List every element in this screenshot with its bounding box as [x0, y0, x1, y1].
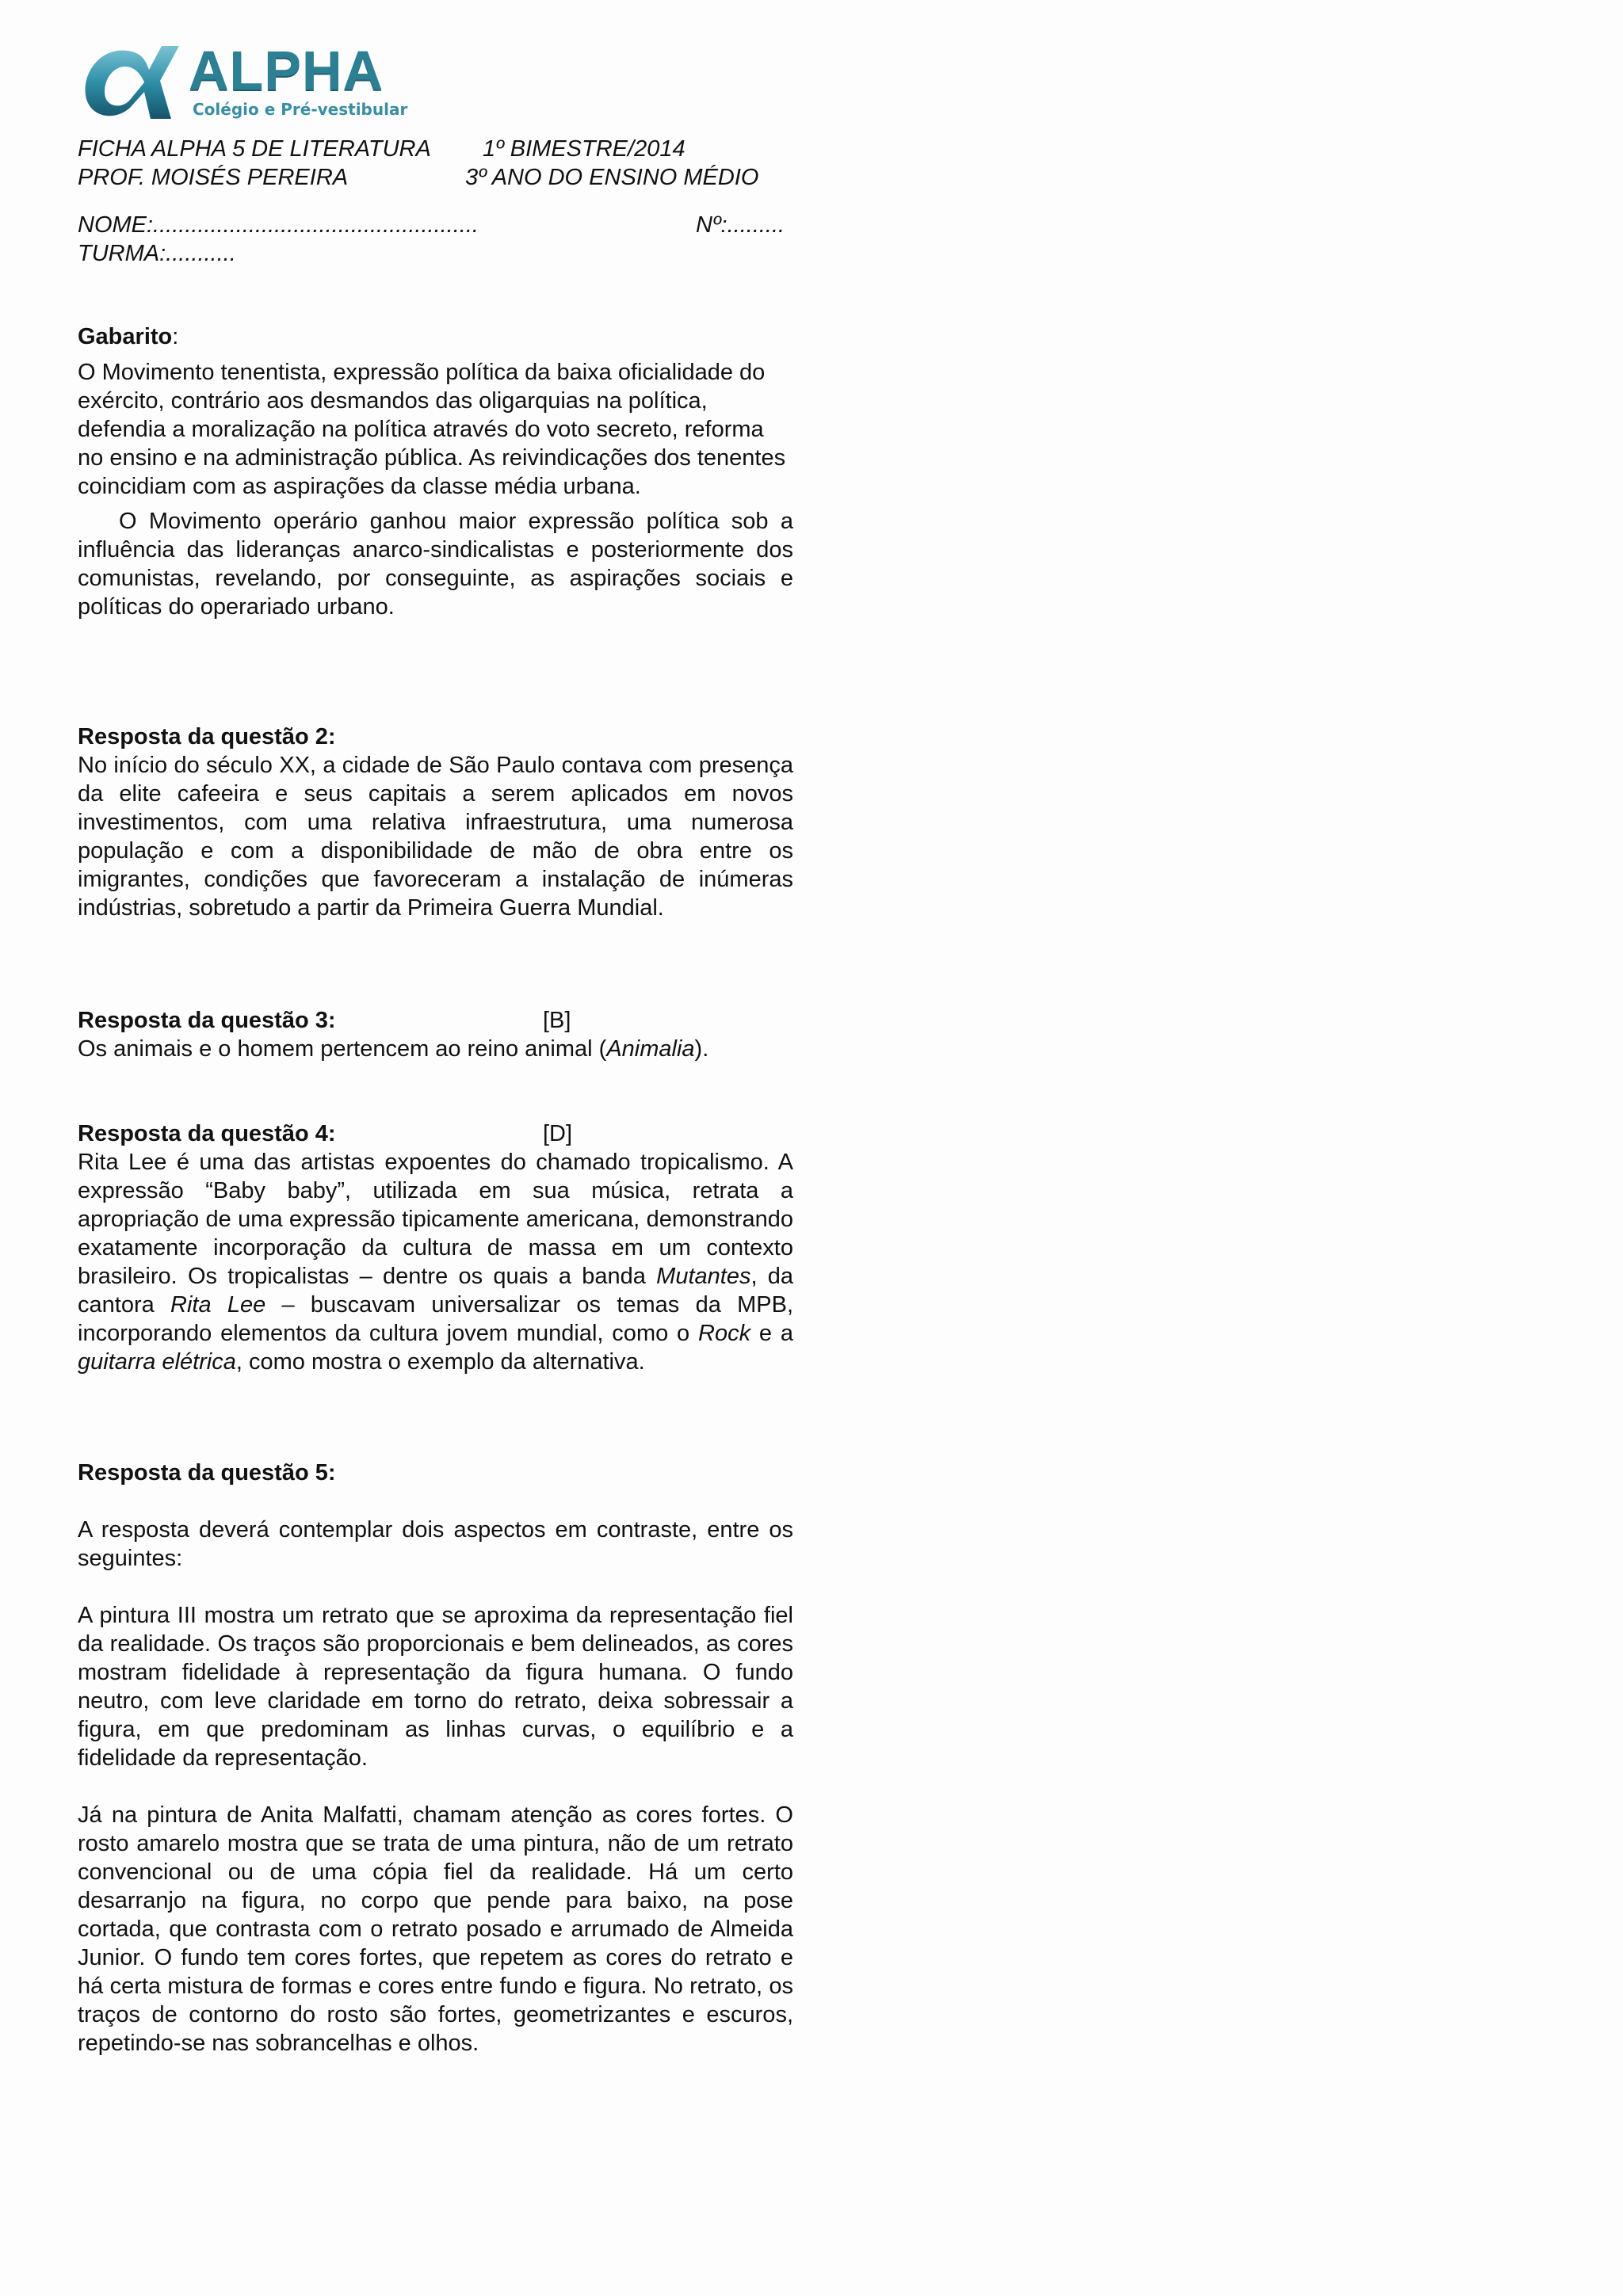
gabarito-paragraph-2: O Movimento operário ganhou maior expressão política sob a influência das lideranças anarco-sindicalistas e posteriormente dos comunistas, revelando, por conseguinte, as aspirações sociais e políticas do operariado urbano.: [78, 509, 793, 620]
school-logo: [78, 40, 408, 124]
question-4-title: Resposta da questão 4:: [78, 1121, 336, 1146]
question-4-option: [D]: [543, 1121, 573, 1146]
gabarito-section: [78, 358, 793, 621]
q4-italic-4: guitarra elétrica: [78, 1349, 236, 1375]
question-2-answer: No início do século XX, a cidade de São Paulo contava com presença da elite cafeeira e seus capitais a serem aplicados em novos investimentos, com uma relativa infraestrutura, uma numerosa população e com a disponibilidade de mão de obra entre os imigrantes, condições que favoreceram a instalação de inúmeras indústrias, sobretudo a partir da Primeira Guerra Mundial.: [78, 753, 793, 921]
bimester-label: 1º BIMESTRE/2014: [483, 136, 685, 162]
question-4-heading: [78, 1119, 573, 1148]
question-4-answer: [78, 1148, 793, 1376]
question-5-paragraph-3: Já na pintura de Anita Malfatti, chamam atenção as cores fortes. O rosto amarelo mostra que se trata de uma pintura, não de um retrato convencional ou de uma cópia fiel da realidade. Há um certo desarranjo na figura, no corpo que pende para baixo, na pose cortada, que contrasta com o retrato posado e arrumado de Almeida Junior. O fundo tem cores fortes, que repetem as cores do retrato e há certa mistura de formas e cores entre fundo e figura. No retrato, os traços de contorno do rosto são fortes, geometrizantes e escuros, repetindo-se nas sobrancelhas e olhos.: [78, 1802, 793, 2056]
gabarito-paragraph-1: O Movimento tenentista, expressão política da baixa oficialidade do exército, contrário aos desmandos das oligarquias na política, defendia a moralização na política através do voto secreto, reforma no ensino e na administração pública. As reivindicações dos tenentes coincidiam com as aspirações da classe média urbana.: [78, 360, 786, 499]
question-5-heading: Resposta da questão 5:: [78, 1460, 336, 1486]
class-field: TURMA:...........: [78, 241, 236, 266]
number-field: Nº:.........: [696, 212, 785, 238]
logo-wordmark: ALPHA: [189, 40, 384, 101]
logo-subtitle: Colégio e Pré-vestibular: [193, 100, 408, 119]
question-3-option: [B]: [543, 1008, 571, 1033]
q4-italic-3: Rock: [698, 1321, 751, 1346]
question-5-paragraph-1: A resposta deverá contemplar dois aspectos em contraste, entre os seguintes:: [78, 1517, 793, 1571]
q3-text-b: ).: [694, 1036, 709, 1062]
grade-label: 3º ANO DO ENSINO MÉDIO: [465, 165, 759, 190]
question-5-paragraph-2: A pintura III mostra um retrato que se aproxima da representação fiel da realidade. Os traços são proporcionais e bem delineados, as cores mostram fidelidade à representação da figura humana. O fundo neutro, com leve claridade em torno do retrato, deixa sobressair a figura, em que predominam as linhas curvas, o equilíbrio e a fidelidade da representação.: [78, 1603, 793, 1771]
question-3-title: Resposta da questão 3:: [78, 1008, 336, 1033]
q4-text-5: , como mostra o exemplo da alternativa.: [235, 1349, 645, 1375]
gabarito-colon: :: [172, 324, 179, 349]
q4-text-2: , da cantora: [78, 1264, 794, 1318]
q3-text-italic: Animalia: [606, 1036, 695, 1062]
question-2-heading: Resposta da questão 2:: [78, 724, 336, 749]
question-3-heading: [78, 1006, 571, 1035]
q4-text-3: – buscavam universalizar os temas da MPB, incorporando elementos da cultura jovem mundial, como o: [78, 1292, 793, 1346]
q3-text-a: Os animais e o homem pertencem ao reino animal (: [78, 1036, 607, 1062]
question-3-answer: [78, 1035, 793, 1063]
worksheet-title: FICHA ALPHA 5 DE LITERATURA: [78, 136, 431, 162]
q4-text-1: Rita Lee é uma das artistas expoentes do chamado tropicalismo. A expressão “Baby baby”, utilizada em sua música, retrata a apropriação de uma expressão tipicamente americana, demonstrando exatamente incorporação da cultura de massa em um contexto brasileiro. Os tropicalistas – dentre os quais a banda: [78, 1150, 793, 1289]
gabarito-title: Gabarito: [78, 324, 173, 349]
q4-italic-1: Mutantes: [656, 1264, 751, 1289]
alpha-symbol-icon: [78, 40, 181, 124]
gabarito-heading: [78, 322, 178, 351]
teacher-name: PROF. MOISÉS PEREIRA: [78, 165, 349, 190]
name-field: NOME:...................................................: [78, 212, 479, 238]
q4-italic-2: Rita Lee: [170, 1292, 266, 1318]
q4-text-4: e a: [750, 1321, 794, 1346]
